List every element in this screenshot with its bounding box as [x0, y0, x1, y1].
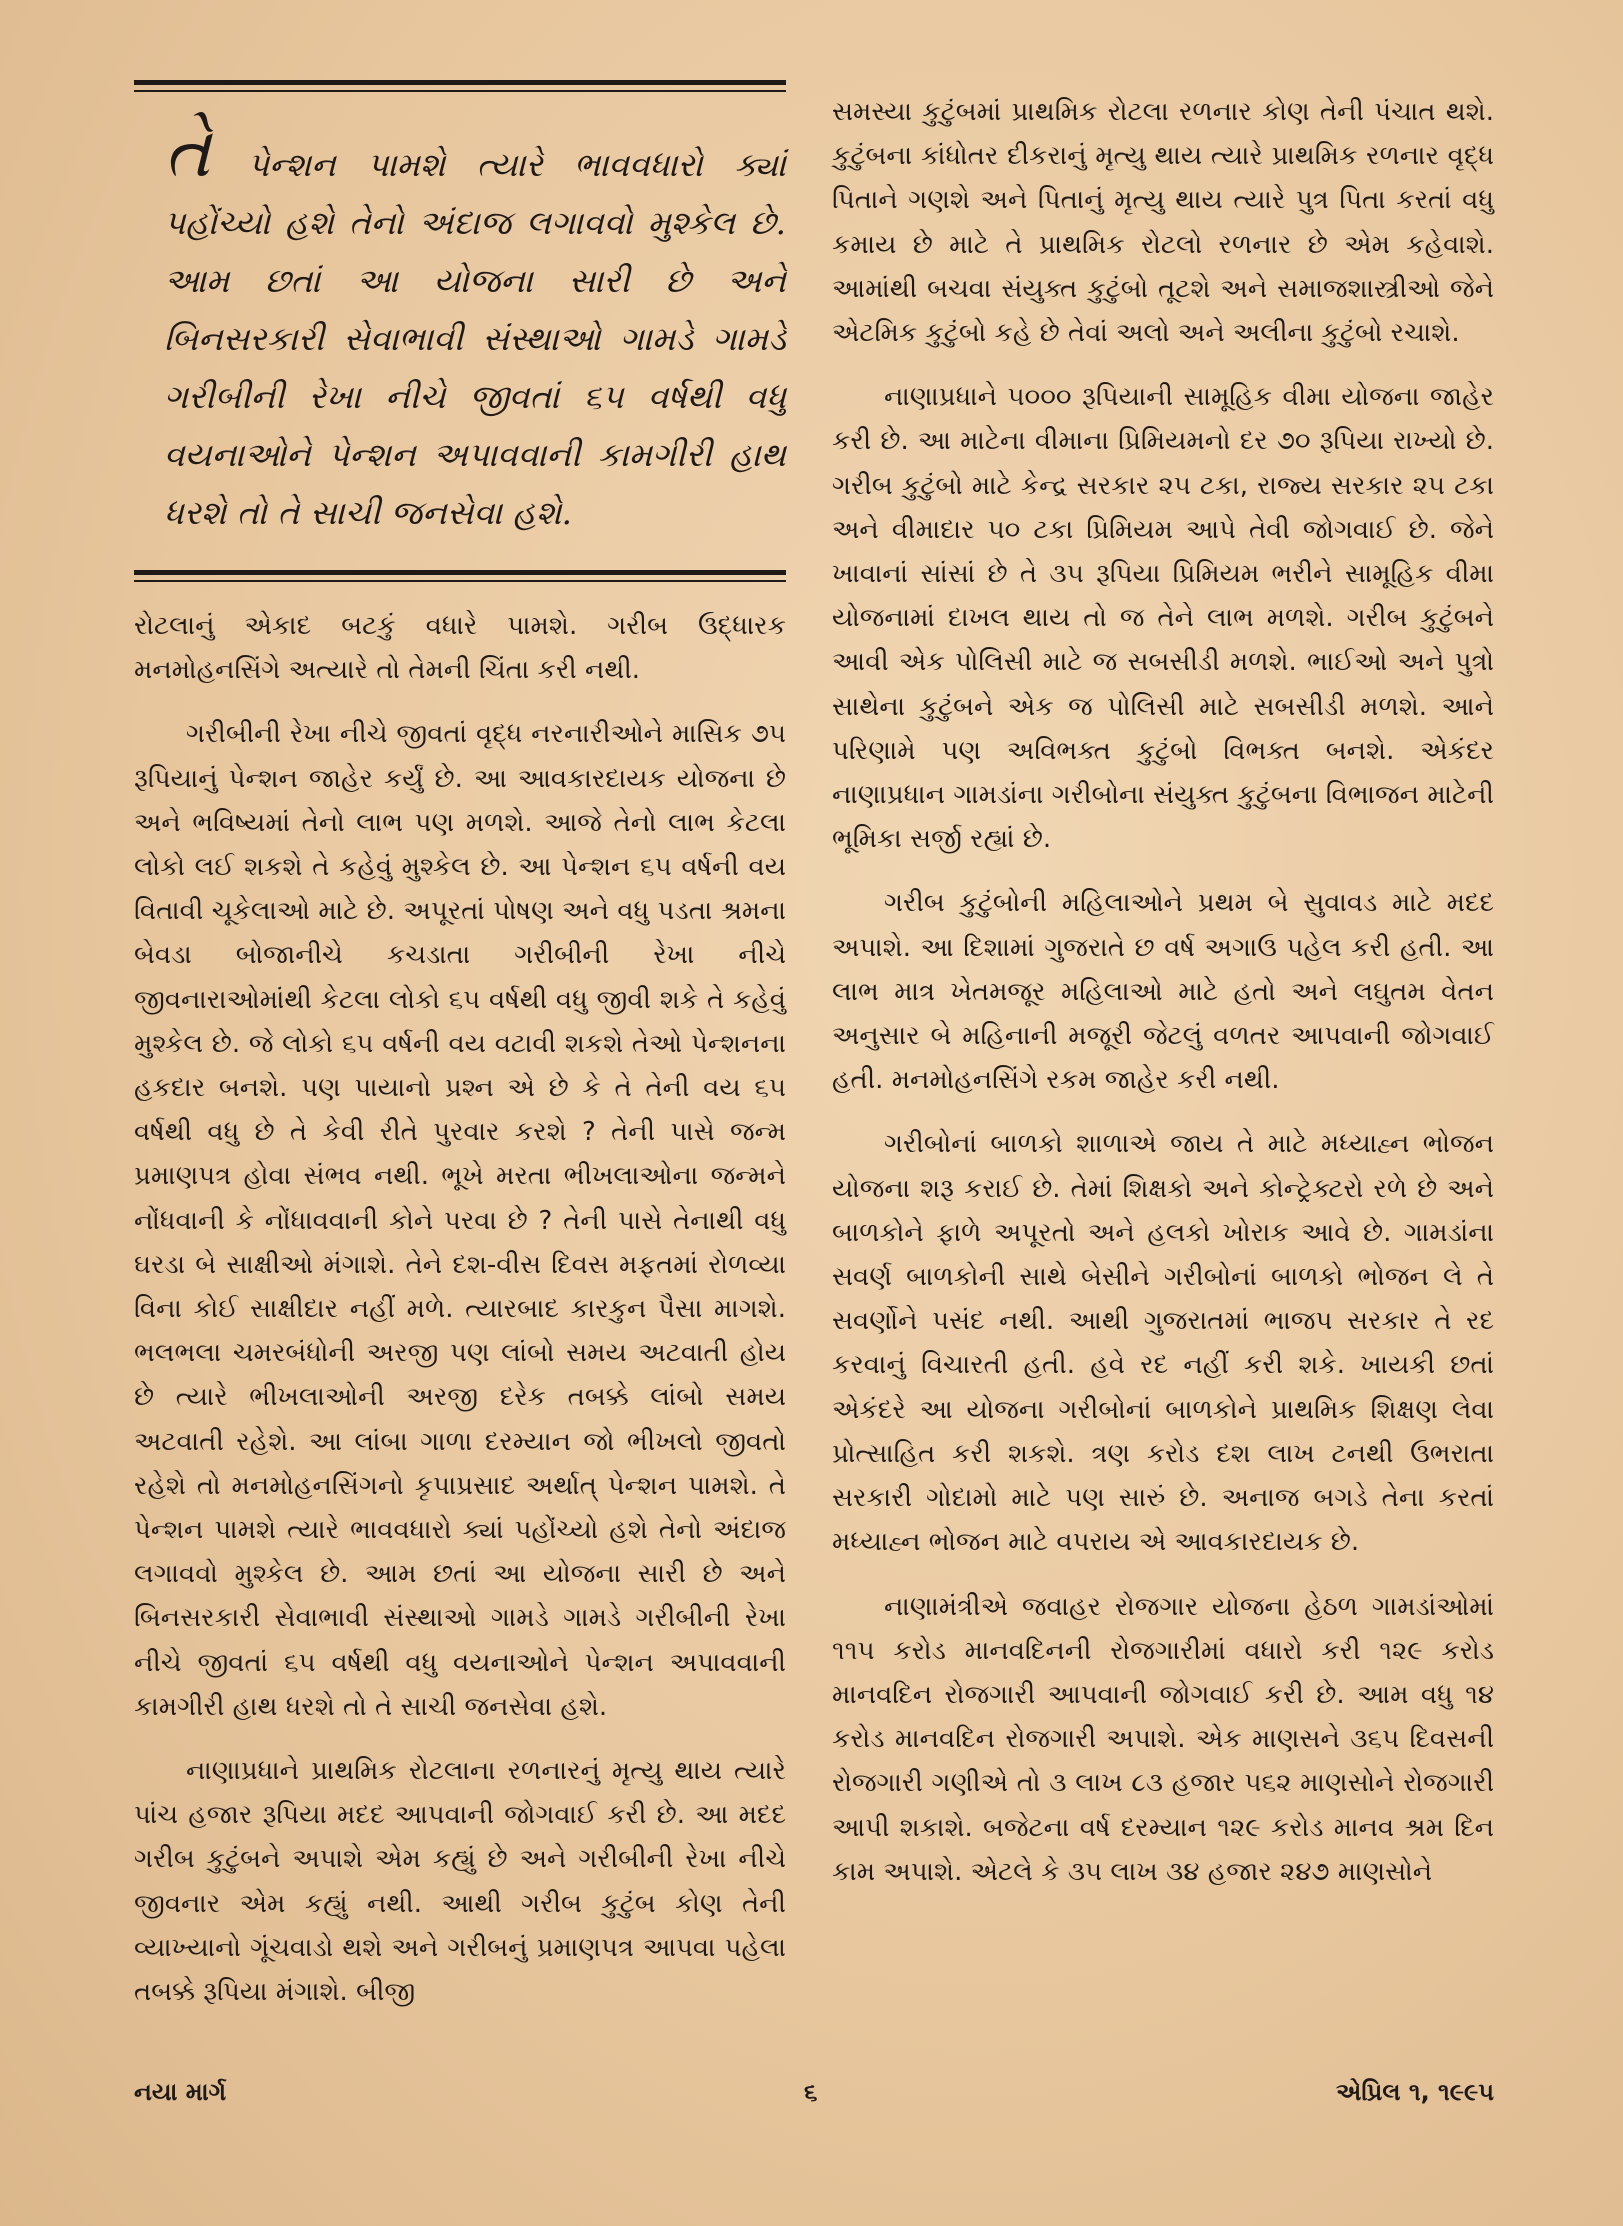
- left-column: [134, 80, 786, 2014]
- pullquote-bottom-rule: [134, 570, 786, 575]
- pull-quote: [134, 111, 786, 542]
- paragraph: નાણાપ્રધાને પ્રાથમિક રોટલાના રળનારનું મૃત્યુ થાય ત્યારે પાંચ હજાર રૂપિયા મદદ આપવાની જોગવાઈ કરી છે. આ મદદ ગરીબ કુટુંબને અપાશે એમ કહ્યું છે અને ગરીબીની રેખા નીચે જીવનાર એમ કહ્યું નથી. આથી ગરીબ કુટુંબ કોણ તેની વ્યાખ્યાનો ગૂંચવાડો થશે અને ગરીબનું પ્રમાણપત્ર આપવા પહેલા તબક્કે રૂપિયા મંગાશે. બીજી: [134, 1756, 786, 2008]
- footer-publication: નયા માર્ગ: [134, 2078, 227, 2106]
- paragraph: નાણામંત્રીએ જવાહર રોજગાર યોજના હેઠળ ગામડાંઓમાં ૧૧૫ કરોડ માનવદિનની રોજગારીમાં વધારો કરી ૧૨૯ કરોડ માનવદિન રોજગારી આપવાની જોગવાઈ કરી છે. આમ વધુ ૧૪ કરોડ માનવદિન રોજગારી અપાશે. એક માણસને ૩૬૫ દિવસની રોજગારી ગણીએ તો ૩ લાખ ૮૩ હજાર ૫૬૨ માણસોને રોજગારી આપી શકાશે. બજેટના વર્ષ દરમ્યાન ૧૨૯ કરોડ માનવ શ્રમ દિન કામ અપાશે. એટલે કે ૩૫ લાખ ૩૪ હજાર ૨૪૭ માણસોને: [832, 1591, 1494, 1887]
- footer-date: એપ્રિલ ૧, ૧૯૯૫: [1336, 2078, 1494, 2106]
- paragraph: નાણાપ્રધાને ૫૦૦૦ રૂપિયાની સામૂહિક વીમા યોજના જાહેર કરી છે. આ માટેના વીમાના પ્રિમિયમનો દર ૭૦ રૂપિયા રાખ્યો છે. ગરીબ કુટુંબો માટે કેન્દ્ર સરકાર ૨૫ ટકા, રાજ્ય સરકાર ૨૫ ટકા અને વીમાદાર ૫૦ ટકા પ્રિમિયમ આપે તેવી જોગવાઈ છે. જેને ખાવાનાં સાંસાં છે તે ૩૫ રૂપિયા પ્રિમિયમ ભરીને સામૂહિક વીમા યોજનામાં દાખલ થાય તો જ તેને લાભ મળશે. ગરીબ કુટુંબને આવી એક પોલિસી માટે જ સબસીડી મળશે. ભાઈઓ અને પુત્રો સાથેના કુટુંબને એક જ પોલિસી માટે સબસીડી મળશે. આને પરિણામે પણ અવિભક્ત કુટુંબો વિભક્ત બનશે. એકંદર નાણાપ્રધાન ગામડાંના ગરીબોના સંયુક્ત કુટુંબના વિભાજન માટેની ભૂમિકા સર્જી રહ્યાં છે.: [832, 382, 1494, 855]
- paragraph: રોટલાનું એકાદ બટકું વધારે પામશે. ગરીબ ઉદ્ધારક મનમોહનસિંગે અત્યારે તો તેમની ચિંતા કરી નથી.: [134, 611, 786, 686]
- paragraph: ગરીબ કુટુંબોની મહિલાઓને પ્રથમ બે સુવાવડ માટે મદદ અપાશે. આ દિશામાં ગુજરાતે છ વર્ષ અગાઉ પહેલ કરી હતી. આ લાભ માત્ર ખેતમજૂર મહિલાઓ માટે હતો અને લઘુતમ વેતન અનુસાર બે મહિનાની મજૂરી જેટલું વળતર આપવાની જોગવાઈ હતી. મનમોહનસિંગે રકમ જાહેર કરી નથી.: [832, 888, 1494, 1096]
- paragraph: સમસ્યા કુટુંબમાં પ્રાથમિક રોટલા રળનાર કોણ તેની પંચાત થશે. કુટુંબના કાંધોતર દીકરાનું મૃત્યુ થાય ત્યારે પ્રાથમિક રળનાર વૃદ્ધ પિતાને ગણશે અને પિતાનું મૃત્યુ થાય ત્યારે પુત્ર પિતા કરતાં વધુ કમાય છે માટે તે પ્રાથમિક રોટલો રળનાર છે એમ કહેવાશે. આમાંથી બચવા સંયુક્ત કુટુંબો તૂટશે અને સમાજશાસ્ત્રીઓ જેને એટમિક કુટુંબો કહે છે તેવાં અલો અને અલીના કુટુંબો રચાશે.: [832, 97, 1494, 349]
- pullquote-top-rule: [134, 80, 786, 85]
- pull-quote-text: પેન્શન પામશે ત્યારે ભાવવધારો ક્યાં પહોંચ્યો હશે તેનો અંદાજ લગાવવો મુશ્કેલ છે. આમ છતાં આ યોજના સારી છે અને બિનસરકારી સેવાભાવી સંસ્થાઓ ગામડે ગામડે ગરીબીની રેખા નીચે જીવતાં ૬૫ વર્ષથી વધુ વયનાઓને પેન્શન અપાવવાની કામગીરી હાથ ધરશે તો તે સાચી જનસેવા હશે.: [164, 145, 786, 532]
- pull-quote-dropcap: તે: [164, 111, 211, 193]
- pullquote-top-rule-thin: [134, 90, 786, 92]
- paragraph: ગરીબોનાં બાળકો શાળાએ જાય તે માટે મધ્યાહ્ન ભોજન યોજના શરૂ કરાઈ છે. તેમાં શિક્ષકો અને કોન્ટ્રેક્ટરો રળે છે અને બાળકોને ફાળે અપૂરતો અને હલકો ખોરાક આવે છે. ગામડાંના સવર્ણ બાળકોની સાથે બેસીને ગરીબોનાં બાળકો ભોજન લે તે સવર્ણોને પસંદ નથી. આથી ગુજરાતમાં ભાજપ સરકાર તે રદ કરવાનું વિચારતી હતી. હવે રદ નહીં કરી શકે. ખાયકી છતાં એકંદરે આ યોજના ગરીબોનાં બાળકોને પ્રાથમિક શિક્ષણ લેવા પ્રોત્સાહિત કરી શકશે. ત્રણ કરોડ દશ લાખ ટનથી ઉભરાતા સરકારી ગોદામો માટે પણ સારું છે. અનાજ બગડે તેના કરતાં મધ્યાહ્ન ભોજન માટે વપરાય એ આવકારદાયક છે.: [832, 1129, 1494, 1558]
- pullquote-bottom-rule-thin: [134, 580, 786, 582]
- paragraph: ગરીબીની રેખા નીચે જીવતાં વૃદ્ધ નરનારીઓને માસિક ૭૫ રૂપિયાનું પેન્શન જાહેર કર્યું છે. આ આવકારદાયક યોજના છે અને ભવિષ્યમાં તેનો લાભ પણ મળશે. આજે તેનો લાભ કેટલા લોકો લઈ શકશે તે કહેવું મુશ્કેલ છે. આ પેન્શન ૬૫ વર્ષની વય વિતાવી ચૂકેલાઓ માટે છે. અપૂરતાં પોષણ અને વધુ પડતા શ્રમના બેવડા બોજાનીચે કચડાતા ગરીબીની રેખા નીચે જીવનારાઓમાંથી કેટલા લોકો ૬૫ વર્ષથી વધુ જીવી શકે તે કહેવું મુશ્કેલ છે. જે લોકો ૬૫ વર્ષની વય વટાવી શકશે તેઓ પેન્શનના હકદાર બનશે. પણ પાયાનો પ્રશ્ન એ છે કે તે તેની વય ૬૫ વર્ષથી વધુ છે તે કેવી રીતે પુરવાર કરશે ? તેની પાસે જન્મ પ્રમાણપત્ર હોવા સંભવ નથી. ભૂખે મરતા ભીખલાઓના જન્મને નોંધવાની કે નોંધાવવાની કોને પરવા છે ? તેની પાસે તેનાથી વધુ ઘરડા બે સાક્ષીઓ મંગાશે. તેને દશ-વીસ દિવસ મફતમાં રોળવ્યા વિના કોઈ સાક્ષીદાર નહીં મળે. ત્યારબાદ કારકુન પૈસા માગશે. ભલભલા ચમરબંધોની અરજી પણ લાંબો સમય અટવાતી હોય છે ત્યારે ભીખલાઓની અરજી દરેક તબક્કે લાંબો સમય અટવાતી રહેશે. આ લાંબા ગાળા દરમ્યાન જો ભીખલો જીવતો રહેશે તો મનમોહનસિંગનો કૃપાપ્રસાદ અર્થાત્ પેન્શન પામશે. તે પેન્શન પામશે ત્યારે ભાવવધારો ક્યાં પહોંચ્યો હશે તેનો અંદાજ લગાવવો મુશ્કેલ છે. આમ છતાં આ યોજના સારી છે અને બિનસરકારી સેવાભાવી સંસ્થાઓ ગામડે ગામડે ગરીબીની રેખા નીચે જીવતાં ૬૫ વર્ષથી વધુ વયનાઓને પેન્શન અપાવવાની કામગીરી હાથ ધરશે તો તે સાચી જનસેવા હશે.: [134, 719, 786, 1722]
- footer-page-number: ૬: [804, 2078, 818, 2106]
- right-column: [832, 90, 1494, 1894]
